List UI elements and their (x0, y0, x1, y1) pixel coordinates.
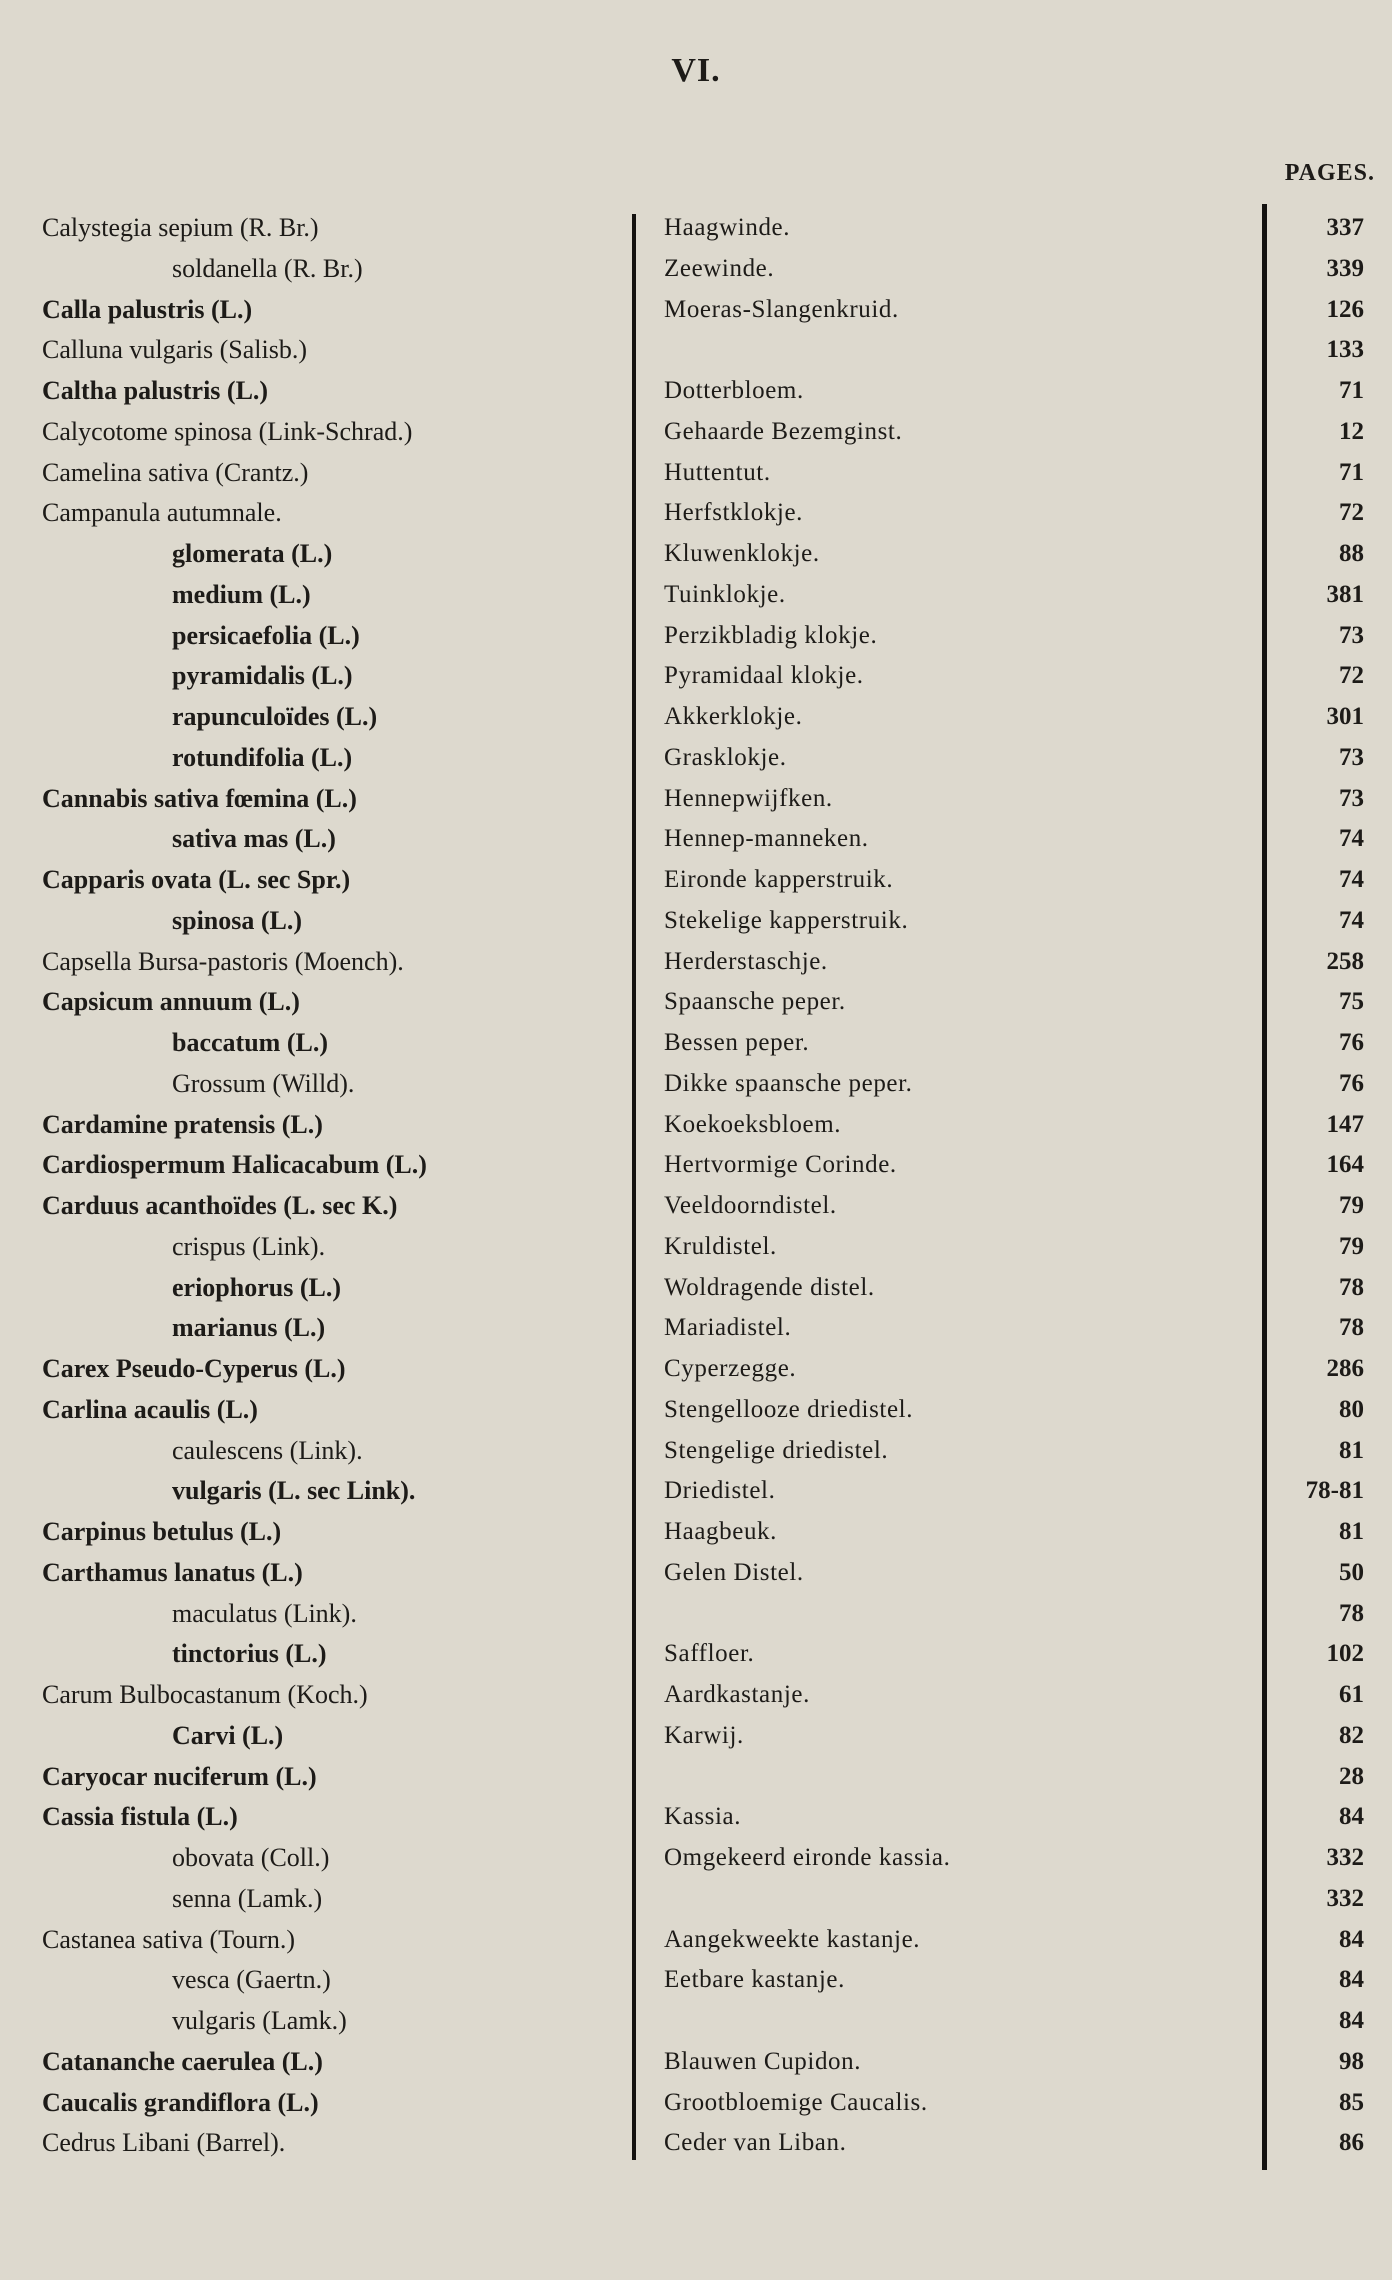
page-ref: 84 (1339, 1925, 1364, 1953)
latin-name: medium (L.) (172, 579, 311, 609)
latin-name: Caryocar nuciferum (L.) (42, 1761, 317, 1791)
dutch-name: Veeldoorndistel. (664, 1192, 837, 1219)
index-entry (0, 1675, 1392, 1716)
latin-name: marianus (L.) (172, 1313, 326, 1343)
index-entry (0, 1390, 1392, 1431)
dutch-name: Tuinklokje. (664, 580, 786, 608)
dutch-name: Akkerklokje. (664, 703, 803, 730)
index-table (0, 208, 1392, 2164)
latin-name: sativa mas (L.) (172, 824, 336, 854)
index-entry (0, 1227, 1392, 1268)
page-ref: 133 (1326, 336, 1364, 364)
page-ref: 78 (1339, 1599, 1364, 1627)
index-entry (0, 942, 1392, 983)
index-entry (0, 656, 1392, 697)
index-entry (0, 1268, 1392, 1309)
index-entry (0, 534, 1392, 575)
index-entry (0, 2001, 1392, 2042)
page-ref: 164 (1326, 1151, 1364, 1179)
latin-name: soldanella (R. Br.) (172, 253, 363, 283)
latin-name: pyramidalis (L.) (172, 661, 353, 691)
dutch-name: Herderstaschje. (664, 947, 828, 975)
page-ref: 337 (1326, 214, 1364, 241)
index-entry (0, 330, 1392, 371)
index-entry (0, 1594, 1392, 1635)
latin-name: Carduus acanthoïdes (L. sec K.) (42, 1191, 398, 1220)
index-entry (0, 575, 1392, 616)
dutch-name: Mariadistel. (664, 1314, 792, 1342)
latin-name: spinosa (L.) (172, 905, 303, 935)
latin-name: tinctorius (L.) (172, 1639, 327, 1669)
index-entry (0, 290, 1392, 331)
dutch-name: Woldragende distel. (664, 1273, 875, 1301)
index-entry (0, 616, 1392, 657)
page-ref: 301 (1326, 703, 1364, 730)
index-entry (0, 819, 1392, 860)
dutch-name: Eetbare kastanje. (664, 1966, 845, 1994)
latin-name: rotundifolia (L.) (172, 742, 353, 772)
page-ref: 381 (1326, 580, 1364, 608)
dutch-name: Saffloer. (664, 1640, 755, 1668)
dutch-name: Gelen Distel. (664, 1558, 804, 1586)
page-ref: 12 (1339, 417, 1364, 445)
page-ref: 72 (1339, 499, 1364, 527)
latin-name: Carum Bulbocastanum (Koch.) (42, 1680, 368, 1709)
page-ref: 147 (1326, 1110, 1364, 1138)
latin-name: crispus (Link). (172, 1231, 326, 1261)
latin-name: Carvi (L.) (172, 1720, 284, 1750)
dutch-name: Zeewinde. (664, 254, 775, 282)
index-entry (0, 1757, 1392, 1798)
page-ref: 88 (1339, 540, 1364, 567)
dutch-name: Grasklokje. (664, 743, 787, 771)
page-ref: 78-81 (1305, 1477, 1364, 1505)
page-ref: 50 (1339, 1558, 1364, 1586)
index-entry (0, 1064, 1392, 1105)
dutch-name: Dotterbloem. (664, 377, 804, 404)
latin-name: glomerata (L.) (172, 539, 333, 568)
latin-name: Cardiospermum Halicacabum (L.) (42, 1150, 427, 1180)
index-entry (0, 1634, 1392, 1675)
index-entry (0, 1553, 1392, 1594)
page-ref: 73 (1339, 784, 1364, 812)
latin-name: caulescens (Link). (172, 1435, 363, 1465)
dutch-name: Ceder van Liban. (664, 2129, 847, 2157)
page-ref: 78 (1339, 1273, 1364, 1301)
page-ref: 332 (1326, 1844, 1364, 1871)
dutch-name: Driedistel. (664, 1477, 776, 1505)
page-ref: 286 (1326, 1355, 1364, 1382)
latin-name: Caltha palustris (L.) (42, 376, 269, 405)
dutch-name: Dikke spaansche peper. (664, 1069, 913, 1097)
index-entry (0, 860, 1392, 901)
page-ref: 81 (1339, 1518, 1364, 1545)
dutch-name: Cyperzegge. (664, 1355, 797, 1382)
dutch-name: Karwij. (664, 1721, 744, 1749)
index-entry (0, 1838, 1392, 1879)
index-entry (0, 208, 1392, 249)
page-ref: 79 (1339, 1232, 1364, 1260)
latin-name: Campanula autumnale. (42, 498, 282, 528)
index-entry (0, 249, 1392, 290)
latin-name: Calla palustris (L.) (42, 294, 253, 324)
page-ref: 84 (1339, 2007, 1364, 2034)
page-ref: 332 (1326, 1884, 1364, 1912)
page-ref: 78 (1339, 1314, 1364, 1342)
page-ref: 126 (1326, 295, 1364, 323)
dutch-name: Kruldistel. (664, 1232, 777, 1260)
latin-name: Capsella Bursa-pastoris (Moench). (42, 946, 404, 976)
page-ref: 74 (1339, 866, 1364, 893)
latin-name: Carlina acaulis (L.) (42, 1394, 258, 1424)
page-ref: 86 (1339, 2129, 1364, 2157)
index-entry (0, 1431, 1392, 1472)
dutch-name: Stekelige kapperstruik. (664, 906, 909, 934)
page-ref: 73 (1339, 621, 1364, 649)
dutch-name: Hertvormige Corinde. (664, 1151, 897, 1179)
latin-name: Capsicum annuum (L.) (42, 987, 300, 1017)
index-entry (0, 1349, 1392, 1390)
latin-name: maculatus (Link). (172, 1598, 357, 1628)
page-ref: 98 (1339, 2047, 1364, 2075)
dutch-name: Blauwen Cupidon. (664, 2047, 862, 2075)
dutch-name: Moeras-Slangenkruid. (664, 295, 899, 323)
index-entry (0, 1186, 1392, 1227)
dutch-name: Hennepwijfken. (664, 784, 833, 812)
latin-name: Catananche caerulea (L.) (42, 2046, 323, 2076)
dutch-name: Kassia. (664, 1803, 742, 1831)
dutch-name: Herfstklokje. (664, 499, 804, 527)
index-entry (0, 371, 1392, 412)
latin-name: Grossum (Willd). (172, 1068, 355, 1098)
latin-name: eriophorus (L.) (172, 1272, 341, 1302)
dutch-name: Stengellooze driedistel. (664, 1395, 914, 1423)
latin-name: Cedrus Libani (Barrel). (42, 2128, 286, 2158)
latin-name: vulgaris (Lamk.) (172, 2006, 347, 2035)
dutch-name: Gehaarde Bezemginst. (664, 417, 903, 445)
index-entry (0, 901, 1392, 942)
page-ref: 28 (1339, 1762, 1364, 1790)
index-entry (0, 2083, 1392, 2124)
index-entry (0, 1471, 1392, 1512)
dutch-name: Bessen peper. (664, 1029, 810, 1056)
page-ref: 71 (1339, 377, 1364, 404)
page-ref: 71 (1339, 458, 1364, 486)
page-ref: 74 (1339, 825, 1364, 853)
page-ref: 76 (1339, 1069, 1364, 1097)
dutch-name: Haagbeuk. (664, 1518, 777, 1545)
page-ref: 72 (1339, 662, 1364, 690)
page-ref: 84 (1339, 1966, 1364, 1994)
dutch-name: Aangekweekte kastanje. (664, 1925, 921, 1953)
index-entry (0, 1960, 1392, 2001)
page-ref: 82 (1339, 1721, 1364, 1749)
index-entry (0, 1512, 1392, 1553)
page-ref: 258 (1326, 947, 1364, 975)
latin-name: Calluna vulgaris (Salisb.) (42, 335, 308, 365)
page-ref: 76 (1339, 1029, 1364, 1056)
index-entry (0, 1105, 1392, 1146)
latin-name: senna (Lamk.) (172, 1883, 323, 1913)
latin-name: Capparis ovata (L. sec Spr.) (42, 865, 351, 894)
page-ref: 85 (1339, 2088, 1364, 2116)
page-ref: 80 (1339, 1395, 1364, 1423)
index-entry (0, 1308, 1392, 1349)
latin-name: vesca (Gaertn.) (172, 1965, 331, 1995)
index-entry (0, 1145, 1392, 1186)
dutch-name: Omgekeerd eironde kassia. (664, 1844, 951, 1871)
dutch-name: Stengelige driedistel. (664, 1436, 889, 1464)
page-ref: 75 (1339, 988, 1364, 1016)
page-ref: 102 (1326, 1640, 1364, 1668)
dutch-name: Eironde kapperstruik. (664, 866, 894, 893)
index-entry (0, 779, 1392, 820)
latin-name: Carthamus lanatus (L.) (42, 1557, 303, 1587)
latin-name: Calystegia sepium (R. Br.) (42, 213, 319, 242)
latin-name: Carex Pseudo-Cyperus (L.) (42, 1354, 346, 1383)
latin-name: Cassia fistula (L.) (42, 1802, 238, 1832)
latin-name: Carpinus betulus (L.) (42, 1517, 282, 1546)
dutch-name: Kluwenklokje. (664, 540, 820, 567)
page-ref: 73 (1339, 743, 1364, 771)
latin-name: baccatum (L.) (172, 1028, 328, 1057)
dutch-name: Grootbloemige Caucalis. (664, 2088, 928, 2116)
page-ref: 74 (1339, 906, 1364, 934)
index-entry (0, 453, 1392, 494)
index-entry (0, 1920, 1392, 1961)
index-entry (0, 697, 1392, 738)
dutch-name: Huttentut. (664, 458, 771, 486)
index-entry (0, 1879, 1392, 1920)
latin-name: rapunculoïdes (L.) (172, 702, 378, 731)
page-ref: 61 (1339, 1681, 1364, 1708)
latin-name: Calycotome spinosa (Link-Schrad.) (42, 416, 413, 446)
page-ref: 79 (1339, 1192, 1364, 1219)
index-entry (0, 2042, 1392, 2083)
page-number: VI. (671, 52, 721, 89)
dutch-name: Aardkastanje. (664, 1681, 810, 1708)
index-entry (0, 1716, 1392, 1757)
dutch-name: Hennep-manneken. (664, 825, 869, 853)
dutch-name: Pyramidaal klokje. (664, 662, 864, 690)
dutch-name: Perzikbladig klokje. (664, 621, 878, 649)
index-entry (0, 493, 1392, 534)
page-ref: 81 (1339, 1436, 1364, 1464)
latin-name: vulgaris (L. sec Link). (172, 1476, 416, 1506)
latin-name: persicaefolia (L.) (172, 620, 360, 650)
index-entry (0, 738, 1392, 779)
index-entry (0, 2123, 1392, 2164)
pages-column-header: PAGES. (1284, 160, 1375, 186)
index-entry (0, 412, 1392, 453)
latin-name: Camelina sativa (Crantz.) (42, 457, 309, 487)
index-entry (0, 1023, 1392, 1064)
latin-name: Castanea sativa (Tourn.) (42, 1924, 296, 1954)
latin-name: obovata (Coll.) (172, 1843, 330, 1872)
dutch-name: Koekoeksbloem. (664, 1110, 842, 1138)
index-entry (0, 982, 1392, 1023)
index-entry (0, 1797, 1392, 1838)
latin-name: Cardamine pratensis (L.) (42, 1109, 323, 1139)
dutch-name: Spaansche peper. (664, 988, 846, 1016)
dutch-name: Haagwinde. (664, 214, 791, 241)
latin-name: Cannabis sativa fœmina (L.) (42, 783, 357, 813)
latin-name: Caucalis grandiflora (L.) (42, 2087, 319, 2117)
page-ref: 84 (1339, 1803, 1364, 1831)
page-ref: 339 (1326, 254, 1364, 282)
